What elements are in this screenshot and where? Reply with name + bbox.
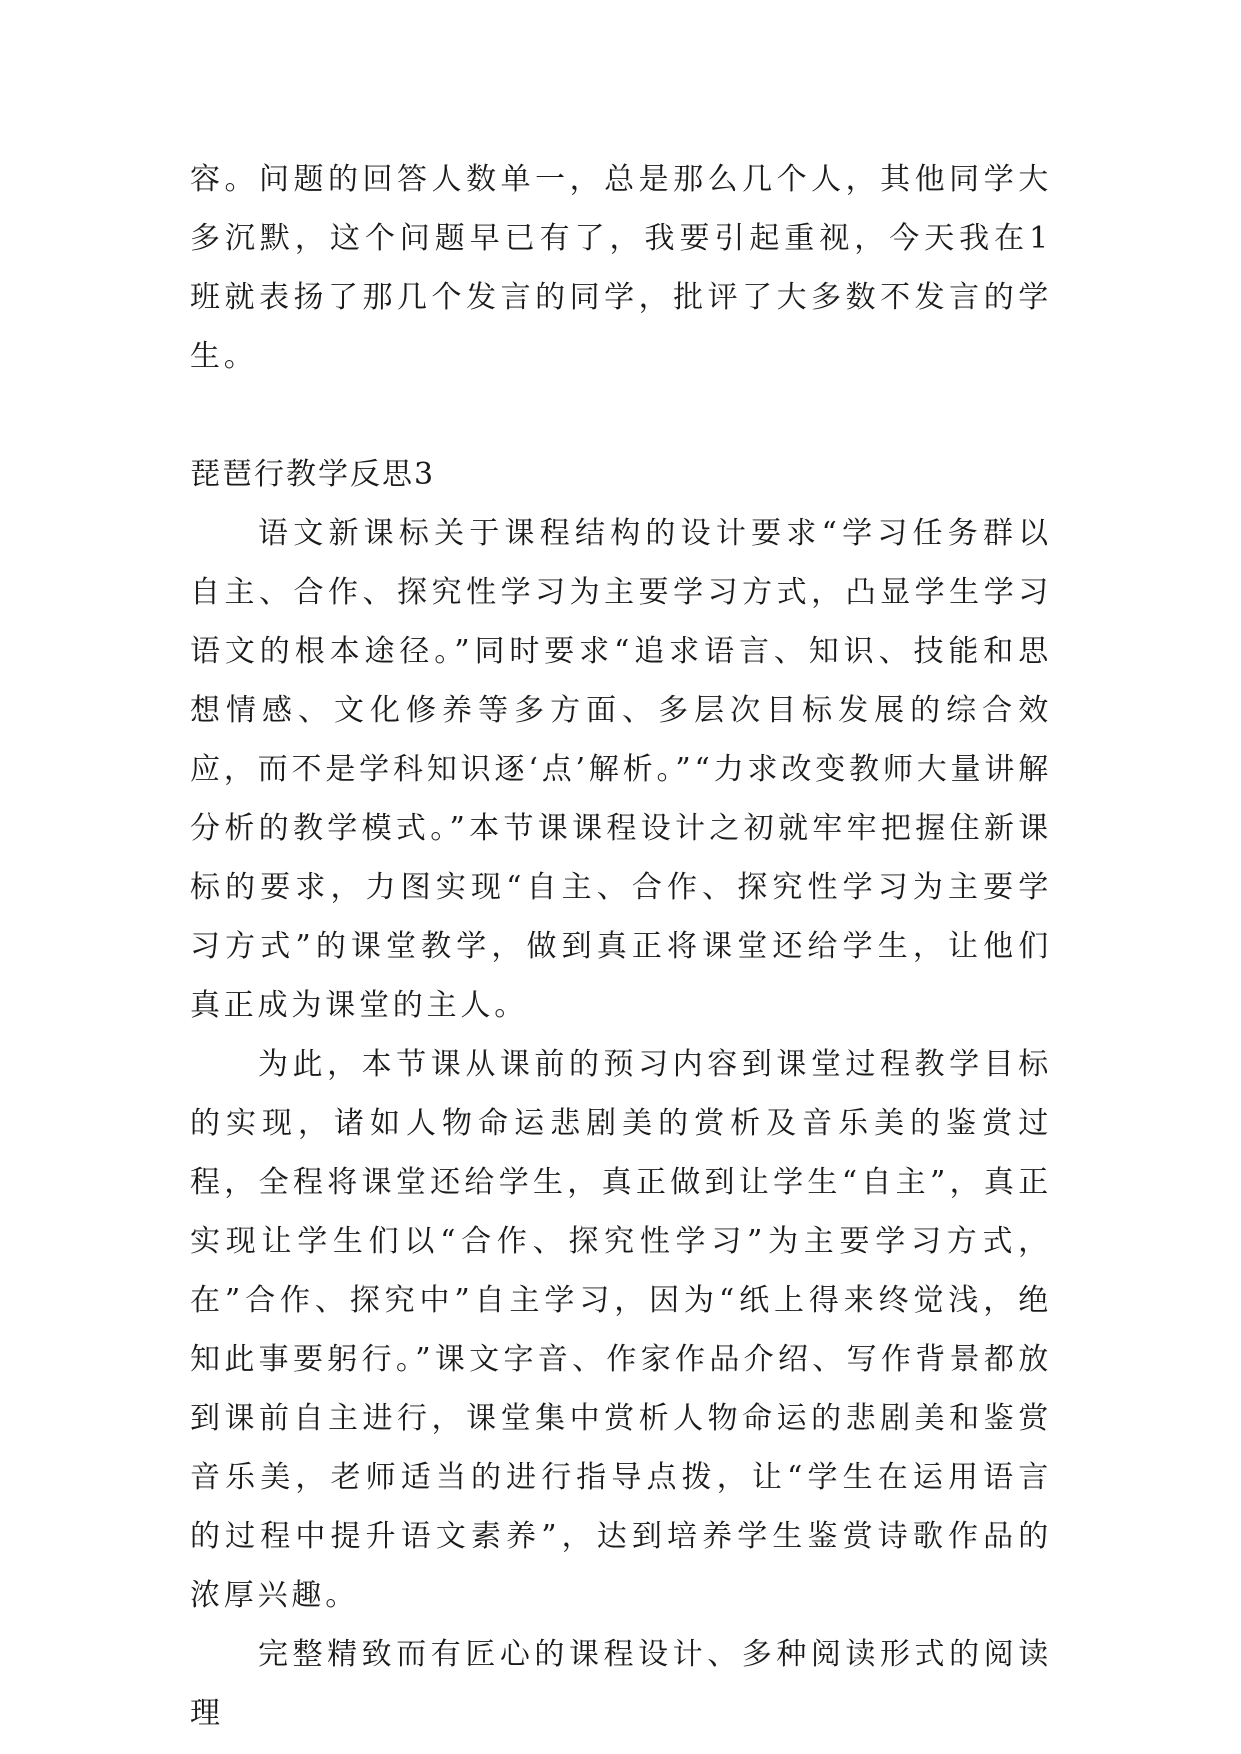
body-paragraph-2: 为此，本节课从课前的预习内容到课堂过程教学目标的实现，诸如人物命运悲剧美的赏析及音乐美的鉴赏过程，全程将课堂还给学生，真正做到让学生“自主”，真正实现让学生们以“合作、探究性学习”为主要学习方式，在”合作、探究中”自主学习，因为“纸上得来终觉浅，绝知此事要躬行。”课文字音、作家作品介绍、写作背景都放到课前自主进行，课堂集中赏析人物命运的悲剧美和鉴赏音乐美，老师适当的进行指导点拨，让“学生在运用语言的过程中提升语文素养”，达到培养学生鉴赏诗歌作品的浓厚兴趣。 [190,1047,1052,1613]
section-title: 琵琶行教学反思3 [190,457,436,492]
body-paragraph-1: 语文新课标关于课程结构的设计要求“学习任务群以自主、合作、探究性学习为主要学习方式，凸显学生学习语文的根本途径。”同时要求“追求语言、知识、技能和思想情感、文化修养等多方面、多层次目标发展的综合效应，而不是学科知识逐‘点’解析。”“力求改变教师大量讲解分析的教学模式。”本节课课程设计之初就牢牢把握住新课标的要求，力图实现“自主、合作、探究性学习为主要学习方式”的课堂教学，做到真正将课堂还给学生，让他们真正成为课堂的主人。 [190,516,1052,1023]
body-paragraph-3: 完整精致而有匠心的课程设计、多种阅读形式的阅读理 [190,1637,1052,1731]
document-page [190,150,1052,1743]
continuation-paragraph: 容。问题的回答人数单一，总是那么几个人，其他同学大多沉默，这个问题早已有了，我要引起重视，今天我在1班就表扬了那几个发言的同学，批评了大多数不发言的学生。 [190,162,1052,374]
